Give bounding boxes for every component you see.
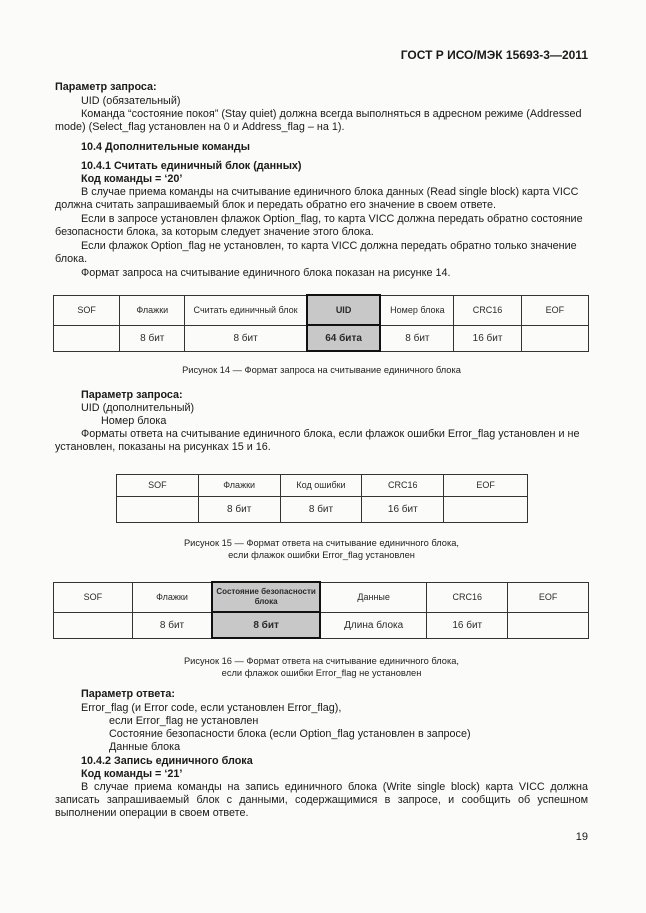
fig14-eof-value [521, 325, 588, 351]
section-10-4-2-title: 10.4.2 Запись единичного блока [81, 755, 253, 767]
paragraph-option-flag-not-set: Если флажок Option_flag не установлен, то карта VICC должна передать обратно только значение блока. [55, 240, 577, 265]
fig15-error-code-header: Код ошибки [280, 475, 362, 497]
fig14-uid-header: UID [307, 295, 381, 325]
document-header: ГОСТ Р ИСО/МЭК 15693-3—2011 [400, 48, 588, 62]
fig14-eof-header: EOF [521, 295, 588, 325]
fig16-security-status-header: Состояние безопасности блока [212, 582, 320, 612]
fig16-eof-value [508, 612, 589, 638]
fig16-flags-value: 8 бит [132, 612, 212, 638]
section-10-4-title: 10.4 Дополнительные команды [81, 141, 250, 153]
fig16-eof-header: EOF [508, 582, 589, 612]
figure-15-table [116, 474, 528, 523]
figure-14-table [53, 294, 589, 352]
fig16-crc16-header: CRC16 [427, 582, 508, 612]
fig15-flags-header: Флажки [198, 475, 280, 497]
figure-16-table [53, 581, 589, 639]
fig14-flags-header: Флажки [120, 295, 185, 325]
paragraph-option-flag-set: Если в запросе установлен флажок Option_flag, то карта VICC должна передать обратно состояние безопасности блока, за которым следует значение этого блока. [55, 213, 583, 238]
fig14-sof-value [54, 325, 120, 351]
section-10-4-1-title: 10.4.1 Считать единичный блок (данных) [81, 160, 302, 172]
paragraph-read-single-block: В случае приема команды на считывание единичного блока данных (Read single block) карта VICC должна считать запрашиваемый блок и передать обратно его значение в своем ответе. [55, 186, 579, 211]
figure-16-header-row [54, 582, 589, 612]
if-error-flag-not-set: если Error_flag не установлен [109, 715, 259, 727]
fig14-uid-value: 64 бита [307, 325, 381, 351]
fig14-crc16-header: CRC16 [454, 295, 521, 325]
figure-14-header-row [54, 295, 589, 325]
fig16-data-header: Данные [320, 582, 427, 612]
figure-14-values-row [54, 325, 589, 351]
uid-optional: UID (дополнительный) [81, 402, 195, 414]
fig16-sof-value [54, 612, 133, 638]
fig16-sof-header: SOF [54, 582, 133, 612]
figure-15-values-row [117, 497, 528, 523]
figure-15-caption-line2: если флажок ошибки Error_flag установлен [228, 550, 415, 560]
fig15-sof-value [117, 497, 199, 523]
command-code-20: Код команды = ‘20’ [81, 173, 183, 185]
fig16-flags-header: Флажки [132, 582, 212, 612]
page-number: 19 [575, 831, 588, 843]
fig16-security-status-value: 8 бит [212, 612, 320, 638]
response-param-title: Параметр ответа: [81, 688, 175, 700]
block-data-line: Данные блока [109, 741, 181, 753]
fig16-data-value: Длина блока [320, 612, 427, 638]
fig15-eof-value [444, 497, 528, 523]
fig14-sof-header: SOF [54, 295, 120, 325]
figure-15-caption-line1: Рисунок 15 — Формат ответа на считывание единичного блока, [183, 538, 459, 548]
block-number-param: Номер блока [101, 415, 167, 427]
figure-15-header-row [117, 475, 528, 497]
fig14-flags-value: 8 бит [120, 325, 185, 351]
security-status-line: Состояние безопасности блока (если Option_flag установлен в запросе) [109, 728, 471, 740]
command-code-21: Код команды = ‘21’ [81, 768, 183, 780]
fig14-block-number-value: 8 бит [380, 325, 454, 351]
figure-16-caption-line1: Рисунок 16 — Формат ответа на считывание единичного блока, [183, 656, 459, 666]
fig15-crc16-value: 16 бит [362, 497, 444, 523]
fig14-read-block-header: Считать единичный блок [185, 295, 307, 325]
request-param-title-2: Параметр запроса: [81, 389, 183, 401]
stay-quiet-note: Команда “состояние покоя” (Stay quiet) должна всегда выполняться в адресном режиме (Addressed mode) (Select_flag установлен на 0 и Address_flag – на 1). [55, 108, 582, 133]
figure-16-values-row [54, 612, 589, 638]
paragraph-write-single-block: В случае приема команды на запись единичного блока (Write single block) карта VICC должна записать запрашиваемый блок с данными, содержащимися в запросе, и сообщить об успешном выполнении операции в своем ответе. [55, 781, 588, 819]
fig15-flags-value: 8 бит [198, 497, 280, 523]
fig15-crc16-header: CRC16 [362, 475, 444, 497]
paragraph-response-formats: Форматы ответа на считывание единичного блока, если флажок ошибки Error_flag установлен и не установлен, показаны на рисунках 15 и 16. [55, 428, 580, 453]
figure-14-caption: Рисунок 14 — Формат запроса на считывание единичного блока [182, 365, 461, 375]
figure-16-caption-line2: если флажок ошибки Error_flag не установлен [221, 668, 422, 678]
fig14-read-block-value: 8 бит [185, 325, 307, 351]
fig16-crc16-value: 16 бит [427, 612, 508, 638]
uid-mandatory: UID (обязательный) [81, 95, 181, 107]
error-flag-line: Error_flag (и Error code, если установлен Error_flag), [81, 702, 342, 714]
fig14-crc16-value: 16 бит [454, 325, 521, 351]
paragraph-format-ref: Формат запроса на считывание единичного блока показан на рисунке 14. [81, 267, 451, 279]
fig15-error-code-value: 8 бит [280, 497, 362, 523]
fig15-eof-header: EOF [444, 475, 528, 497]
fig15-sof-header: SOF [117, 475, 199, 497]
fig14-block-number-header: Номер блока [380, 295, 454, 325]
request-param-title: Параметр запроса: [55, 81, 157, 93]
